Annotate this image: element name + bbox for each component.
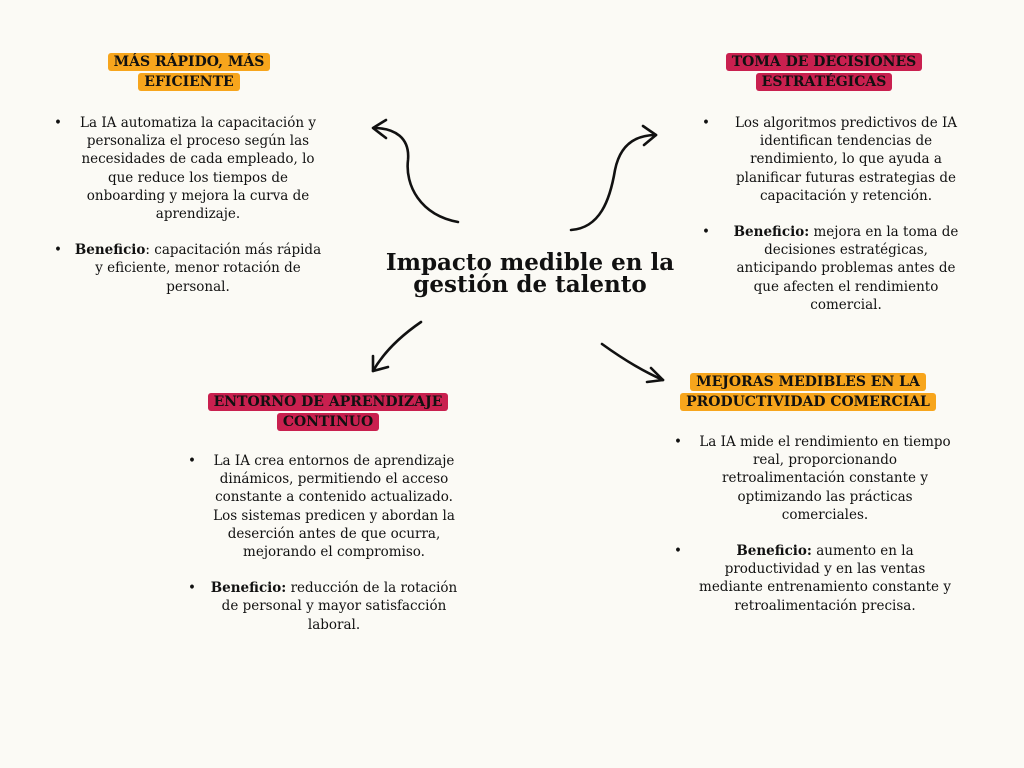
bullet-bold: Beneficio <box>74 242 146 259</box>
arrow-to-bottom-right <box>602 344 663 380</box>
bullets-bottom-left <box>186 452 460 652</box>
label-top-left <box>98 52 280 92</box>
list-item <box>672 433 956 524</box>
bullet-dot: • <box>54 242 62 259</box>
arrow-to-bottom-left <box>373 322 421 371</box>
list-item <box>186 579 460 634</box>
label-top-right-text: TOMA DE DECISIONES ESTRATÉGICAS <box>726 53 922 91</box>
bullet-text: Los algoritmos predictivos de IA identifican tendencias de rendimiento, lo que ayuda a planificar futuras estrategias de capacitación y retención. <box>734 115 958 204</box>
bullet-dot: • <box>674 543 682 560</box>
bullets-top-right <box>700 114 970 332</box>
bullet-bold: Beneficio: <box>210 580 287 597</box>
bullet-bold: Beneficio: <box>736 543 812 560</box>
arrowhead-top-left <box>373 120 386 138</box>
arrow-to-top-left <box>374 128 458 222</box>
label-bottom-left <box>196 392 460 432</box>
bullet-dot: • <box>188 580 196 597</box>
bullet-dot: • <box>54 115 62 131</box>
bullet-dot: • <box>702 224 710 241</box>
list-item <box>186 452 460 561</box>
bullet-bold: Beneficio: <box>733 224 810 241</box>
label-bottom-right-text: MEJORAS MEDIBLES EN LA PRODUCTIVIDAD COMERCIAL <box>680 373 936 411</box>
arrowhead-top-right <box>643 126 656 145</box>
list-item <box>52 114 322 223</box>
label-bottom-right <box>668 372 948 412</box>
bullet-text: aumento en la productividad y en las ventas mediante entrenamiento constante y retroalimentación precisa. <box>699 543 951 614</box>
list-item <box>700 114 970 205</box>
bullets-bottom-right <box>672 433 956 633</box>
bullet-text: : capacitación más rápida y eficiente, menor rotación de personal. <box>95 242 322 295</box>
list-item <box>672 542 956 615</box>
arrowhead-bottom-left <box>373 356 388 371</box>
bullets-top-left <box>52 114 322 314</box>
bullet-text: La IA crea entornos de aprendizaje dinámicos, permitiendo el acceso constante a contenido actualizado. Los sistemas predicen y abordan la deserción antes de que ocurra, mejorando el compromiso. <box>213 453 455 561</box>
bullet-dot: • <box>674 434 682 450</box>
arrowhead-bottom-right <box>647 368 663 382</box>
label-bottom-left-text: ENTORNO DE APRENDIZAJE CONTINUO <box>208 393 449 431</box>
label-top-left-text: MÁS RÁPIDO, MÁS EFICIENTE <box>108 53 271 91</box>
bullet-text: La IA automatiza la capacitación y personaliza el proceso según las necesidades de cada empleado, lo que reduce los tiempos de onboarding y mejora la curva de aprendizaje. <box>80 115 316 223</box>
bullet-text: La IA mide el rendimiento en tiempo real, proporcionando retroalimentación constante y optimizando las prácticas comerciales. <box>699 434 951 523</box>
bullet-text: mejora en la toma de decisiones estratégicas, anticipando problemas antes de que afecten el rendimiento comercial. <box>736 224 959 313</box>
bullet-dot: • <box>188 453 196 469</box>
list-item <box>52 241 322 296</box>
label-top-right <box>724 52 924 92</box>
bullet-dot: • <box>702 115 710 131</box>
arrow-to-top-right <box>571 135 656 230</box>
center-title: Impacto medible en la gestión de talento <box>385 249 675 298</box>
list-item <box>700 223 970 314</box>
bullet-text: reducción de la rotación de personal y mayor satisfacción laboral. <box>221 580 458 633</box>
